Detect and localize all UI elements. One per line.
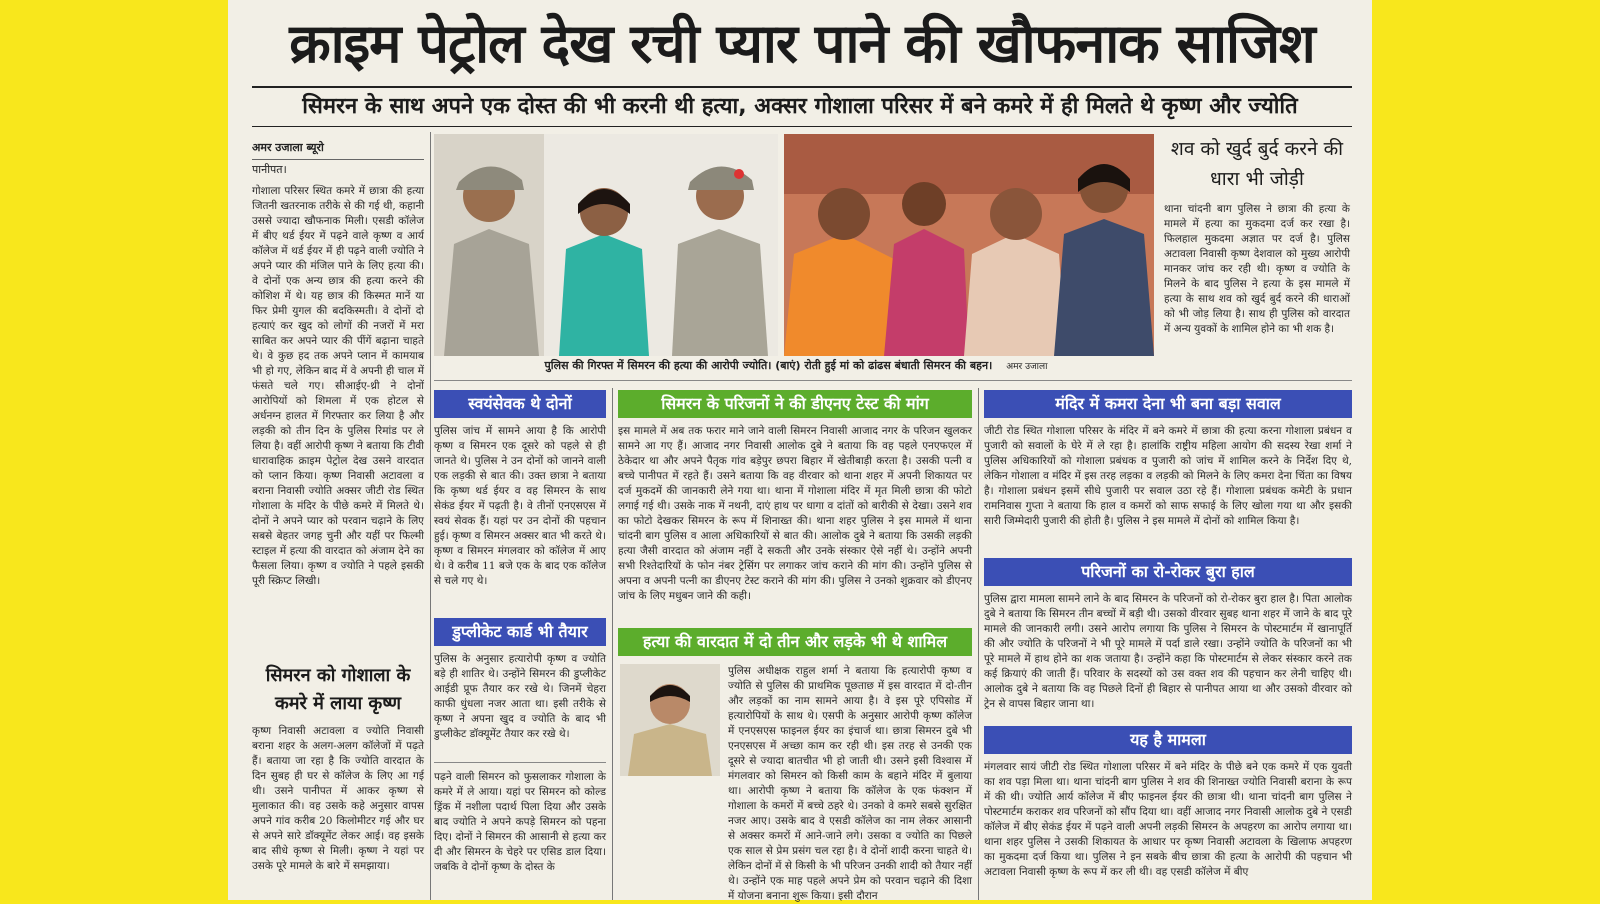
police-officer-image <box>620 664 720 776</box>
mid-rule <box>434 380 1352 381</box>
photo-police-officer <box>620 664 720 776</box>
right-story-text: थाना चांदनी बाग पुलिस ने छात्रा की हत्या के मामले में हत्या का मुकदमा दर्ज कर रखा है। फिलहाल मुकदमा अज्ञात पर दर्ज है। पुलिस अटावला निवासी कृष्ण देशवाल को मुख्य आरोपी मानकर जांच कर रही थी। कृष्ण व ज्योति के मिलने के बाद पुलिस ने हत्या के इस मामले में हत्या के साथ शव को खुर्द बुर्द करने की धाराओं को भी जोड़ लिया है। साथ ही पुलिस को वारदात में अन्य युवकों के शामिल होने का भी शक है। <box>1164 203 1350 335</box>
right-headline: शव को खुर्द बुर्द करने की धारा भी जोड़ी <box>1170 138 1344 190</box>
newspaper-clipping <box>228 0 1372 900</box>
photo-accused-with-police <box>434 134 778 356</box>
section-dna-title: सिमरन के परिजनों ने की डीएनए टेस्ट की मांग <box>618 390 972 418</box>
headline-rule <box>252 86 1352 88</box>
section-family-title: परिजनों का रो-रोकर बुरा हाल <box>984 558 1352 586</box>
section-duplicate-text: पुलिस के अनुसार हत्यारोपी कृष्ण व ज्योति बड़े ही शातिर थे। उन्होंने सिमरन की डुप्लीकेट आईडी प्रूफ तैयार कर रखे थे। जिनमें चेहरा काफी धुंधला नजर आता था। इसी तरीके से कृष्ण ने अपना खुद व ज्योति के बाद भी डुप्लीकेट डॉक्यूमेंट तैयार कर रखे थे। <box>434 653 606 740</box>
photo-mourning-family <box>784 134 1154 356</box>
photo-caption-text: पुलिस की गिरफ्त में सिमरन की हत्या की आरोपी ज्योति। (बाएं) रोती हुई मां को ढांढस बंधाती सिमरन की बहन। <box>544 359 993 372</box>
photo-accused-image <box>434 134 778 356</box>
section-duplicate-text-continued: पढ़ने वाली सिमरन को फुसलाकर गोशाला के कमरे में ले आया। यहां पर सिमरन को कोल्ड ड्रिंक में नशीला पदार्थ पिला दिया और उसके बाद ज्योति ने अपने कपड़े सिमरन को पहना दिए। दोनों ने सिमरन की आसानी से हत्या कर दी और सिमरन के चेहरे पर एसिड डाल दिया। जबकि वे दोनों कृष्ण के दोस्त के <box>434 771 606 873</box>
duplicate-rule <box>434 762 606 763</box>
side-headline-krishna: सिमरन को गोशाला के कमरे में लाया कृष्ण <box>265 665 411 714</box>
byline: अमर उजाला ब्यूरो <box>252 140 424 160</box>
section-others-text-side <box>728 664 972 902</box>
section-others-text: पुलिस अधीक्षक राहुल शर्मा ने बताया कि हत्यारोपी कृष्ण व ज्योति से पुलिस की प्राथमिक पूछताछ में इस वारदात में दो-तीन और लड़कों का नाम सामने आया है। वे इस पूरे एपिसोड में हत्यारोपियों के साथ थे। एसपी के अनुसार आरोपी कृष्ण कॉलेज में एनएसएस फाइनल ईयर का इंचार्ज था। छात्रा सिमरन दुबे भी एनएसएस में अच्छा काम कर रही थी। इस तरह से उनकी एक दूसरे से ज्यादा बातचीत भी हो जाती थी। उसने इसी विश्वास में मंगलवार को सिमरन को किसी काम के बहाने मंदिर में बुलाया था। आरोपी कृष्ण ने बताया कि कॉलेज के एक फंक्शन में गोशाला के कमरों में बच्चे ठहरे थे। उनको वे कमरे सबसे सुरक्षित नजर आए। उसके बाद वे एसडी कॉलेज का नाम लेकर आसानी से अक्सर कमरों में आने-जाने लगे। उसका व ज्योति का पिछले एक साल से प्रेम प्रसंग चल रहा है। वे दोनों शादी करना चाहते थे। लेकिन दोनों में से किसी के भी परिजन उनकी शादी को तैयार नहीं थे। उन्होंने एक माह पहले अपने प्रेम को परवान चढ़ाने की दिशा में योजना बनाना शुरू किया। इसी दौरान <box>728 665 972 902</box>
section-matter-text: मंगलवार सायं जीटी रोड स्थित गोशाला परिसर में बने मंदिर के पीछे बने एक कमरे में एक युवती का शव पड़ा मिला था। थाना चांदनी बाग पुलिस ने शव की शिनाख्त ज्योति निवासी बराना के रूप में की थी। ज्योति आर्य कॉलेज में बीए फाइनल ईयर की छात्रा थी। थाना चांदनी बाग पुलिस ने पोस्टमार्टम कराकर शव परिजनों को सौंप दिया था। वहीं आजाद नगर निवासी आलोक दुबे ने एसडी कॉलेज में बीए सेकंड ईयर में पढ़ने वाली अपनी लड़की सिमरन के अपहरण का आरोप लगाया था। थाना शहर पुलिस ने उसकी शिकायत के आधार पर कृष्ण निवासी अटावला के खिलाफ अपहरण का मुकदमा दर्ज किया था। पुलिस ने इन सबके बीच छात्रा की हत्या के आरोपी की पहचान भी अटावला निवासी कृष्ण के रूप में कर ली थी। वह एसडी कॉलेज में बीए <box>984 761 1352 878</box>
section-temple-title: मंदिर में कमरा देना भी बना बड़ा सवाल <box>984 390 1352 418</box>
column-divider-3 <box>978 388 979 900</box>
section-volunteer-title: स्वयंसेवक थे दोनों <box>434 390 606 418</box>
section-volunteer-text: पुलिस जांच में सामने आया है कि आरोपी कृष्ण व सिमरन एक दूसरे को पहले से ही जानते थे। पुलिस ने उन दोनों को जानने वाली एक लड़की से बात की। उक्त छात्रा ने बताया कि कृष्ण थर्ड ईयर व वह सिमरन के साथ सेकंड ईयर में पढ़ती है। वे तीनों एनएसएस में स्वयं सेवक हैं। यहां पर उन दोनों की पहचान हुई। कृष्ण व सिमरन अक्सर बात भी करते थे। कृष्ण व सिमरन मंगलवार को कॉलेज में आए थे। वे करीब 11 बजे एक के बाद एक कॉलेज से चले गए थे। <box>434 425 606 587</box>
section-duplicate-title: डुप्लीकेट कार्ड भी तैयार <box>434 618 606 646</box>
lead-story-text: गोशाला परिसर स्थित कमरे में छात्रा की हत्या जितनी खतरनाक तरीके से की गई थी, कहानी उससे ज्यादा खौफनाक मिली। एसडी कॉलेज में बीए थर्ड ईयर में पढ़ने वाले कृष्ण व आर्य कॉलेज में थर्ड ईयर में ही पढ़ने वाली ज्योति ने अपने प्यार की मंजिल पाने के लिए हत्या की। वे दोनों एक अन्य छात्र की हत्या करने की कोशिश में थे। यह छात्र की किस्मत मानें या फिर प्रेमी युगल की बदकिस्मती। वे दोनों दो हत्याएं कर खुद को लोगों की नजरों में मरा साबित कर अपने प्यार की पींगें बढ़ाना चाहते थे। वे कुछ हद तक अपने प्लान में कामयाब भी हो गए, लेकिन बाद में वे अपनी ही चाल में फंसते चले गए। सीआईए-थ्री ने दोनों आरोपियों को शिमला में एक होटल से अर्धनग्न हालत में गिरफ्तार कर लिया है और लड़की को तीन दिन के पुलिस रिमांड पर ले लिया है। वहीं आरोपी कृष्ण ने बताया कि टीवी धारावाहिक क्राइम पेट्रोल देख उसने वारदात को प्लान किया। कृष्ण निवासी अटावला व बराना निवासी ज्योति अक्सर जीटी रोड स्थित गोशाला के मंदिर के पीछे कमरे में मिलते थे। दोनों ने अपने प्यार को परवान चढ़ाने के लिए सबसे बेहतर जगह चुनी और यहीं पर फिल्मी स्टाइल में हत्या की वारदात को अंजाम देने का फैसला लिया। कृष्ण व ज्योति ने पहले इसकी पूरी स्क्रिप्ट लिखी। <box>252 185 424 587</box>
photo-caption <box>436 358 1156 375</box>
subhead-rule <box>252 126 1352 127</box>
photo-credit: अमर उजाला <box>1006 362 1048 372</box>
section-family-text: पुलिस द्वारा मामला सामने लाने के बाद सिमरन के परिजनों को रो-रोकर बुरा हाल है। पिता आलोक दुबे ने बताया कि सिमरन तीन बच्चों में बड़ी थी। उसको वीरवार सुबह थाना शहर में जाने के बाद पूरे मामले की जानकारी लगी। उसने आरोप लगाया कि पुलिस ने सिमरन के पोस्टमार्टम में खानापूर्ति की और ज्योति के परिजनों ने भी पूरे मामले में पर्दा डाले रखा। उन्होंने ज्योति के परिजनों का भी पूरे मामले में हाथ होने का शक जताया है। उन्होंने कहा कि पोस्टमार्टम से लेकर संस्कार करने तक कई क्रियाएं की जाती हैं। परिवार के सदस्यों को उस वक्त शव की पहचान कर लेनी चाहिए थी। आलोक दुबे ने बताया कि वह पिछले दिनों ही बिहार से पानीपत आया था और उसको वीरवार को ट्रेन से वापस बिहार जाना था। <box>984 593 1352 710</box>
section-dna-text: इस मामले में अब तक फरार माने जाने वाली सिमरन निवासी आजाद नगर के परिजन खुलकर सामने आ गए हैं। आजाद नगर निवासी आलोक दुबे ने बताया कि वह पहले एनएफएल में ठेकेदार था और अपने पैतृक गांव बड़ेपुर छपरा बिहार में खेतीबाड़ी करता है। उसकी पत्नी व बच्चे पानीपत में रहते हैं। उसने बताया कि वह वीरवार को थाना शहर में अपनी शिकायत पर दर्ज मुकदमें की जानकारी लेने गया था। थाना में गोशाला मंदिर में मृत मिली छात्रा की फोटो लगाई गई थी। उसके नाक में नथनी, दाएं हाथ पर धागा व दांतों को बारीकी से देखा। उसने शव का फोटो देखकर सिमरन के रूप में शिनाख्त की। थाना शहर पुलिस ने इस मामले में थाना चांदनी बाग पुलिस व आला अधिकारियों से बात की। आलोक दुबे ने बताया कि उसकी लड़की हत्या जैसी वारदात को अंजाम नहीं दे सकती और उनके संस्कार ऐसे नहीं थे। उन्होंने अपनी सभी रिश्तेदारियों के फोन नंबर ट्रेसिंग पर लगाकर जांच कराने की मांग की। उन्होंने पुलिस से अपना व अपनी पत्नी का डीएनए टेस्ट कराने की मांग की। पुलिस ने उनको शुक्रवार को डीएनए जांच के लिए मधुबन जाने की कही। <box>618 425 972 602</box>
main-headline: क्राइम पेट्रोल देख रची प्यार पाने की खौफनाक साजिश <box>289 12 1315 75</box>
column-divider <box>430 132 431 900</box>
column-divider-2 <box>612 388 613 900</box>
section-temple-text: जीटी रोड स्थित गोशाला परिसर के मंदिर में बने कमरे में छात्रा की हत्या करना गोशाला प्रबंधन व पुजारी को सवालों के घेरे में ले रहा है। हालांकि राष्ट्रीय महिला आयोग की सदस्य रेखा शर्मा ने पुलिस अधिकारियों को गोशाला प्रबंधक व पुजारी को जांच में शामिल करने के निर्देश दिए थे, लेकिन गोशाला व मंदिर में इस तरह लड़का व लड़की को मिलने के लिए कमरा देना चिंता का विषय है। गोशाला प्रबंधन इसमें सीधे पुजारी पर सवाल उठा रहे हैं। गोशाला प्रबंधक कमेटी के प्रधान रामनिवास गुप्ता ने बताया कि हाल व कमरों को साफ सफाई के लिए खोला गया था और इसकी सारी जिम्मेदारी पुजारी की होती है। पुलिस ने इस मामले में दोनों को शामिल किया है। <box>984 425 1352 527</box>
side-story-text: कृष्ण निवासी अटावला व ज्योति निवासी बराना शहर के अलग-अलग कॉलेजों में पढ़ते हैं। बताया जा रहा है कि ज्योति वारदात के दिन सुबह ही घर से कॉलेज के लिए आ गई थी। उसने पानीपत में आकर कृष्ण से मुलाकात की। वह उसके कहे अनुसार वापस अपने गांव करीब 20 किलोमीटर गई और घर से अपने सारे डॉक्यूमेंट लेकर आई। वह इसके बाद सीधे कृष्ण से मिली। कृष्ण ने यहां पर उसके पूरे मामले के बारे में समझाया। <box>252 725 424 872</box>
photo-family-image <box>784 134 1154 356</box>
sub-headline: सिमरन के साथ अपने एक दोस्त की भी करनी थी हत्या, अक्सर गोशाला परिसर में बने कमरे में ही मिलते थे कृष्ण और ज्योति <box>302 94 1298 119</box>
section-others-title: हत्या की वारदात में दो तीन और लड़के भी थे शामिल <box>618 628 972 656</box>
dateline: पानीपत। <box>252 163 287 176</box>
section-matter-title: यह है मामला <box>984 726 1352 754</box>
